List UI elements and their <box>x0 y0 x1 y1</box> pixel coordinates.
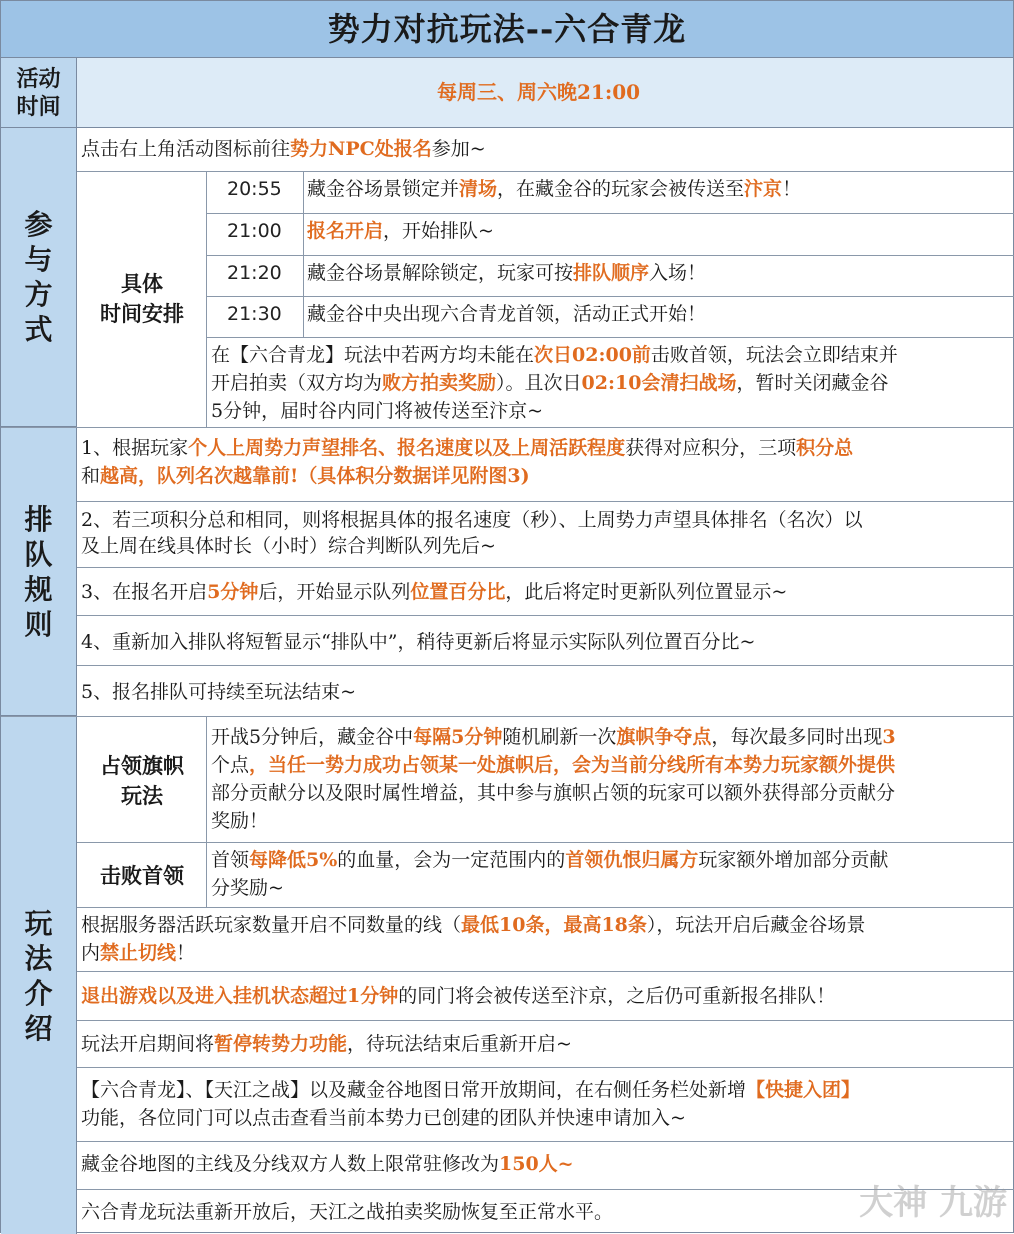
plain-text: 入场！ <box>649 262 707 284</box>
highlight-text: 5分钟 <box>207 581 259 603</box>
gameplay-row-line <box>81 911 865 939</box>
queue-rule-line <box>81 532 496 560</box>
schedule-event <box>307 217 494 245</box>
highlight-text: 势力NPC处报名 <box>290 138 432 160</box>
gameplay-row-line <box>81 1076 860 1104</box>
plain-text: ）。且次日 <box>496 372 582 394</box>
plain-text: 和 <box>81 465 101 487</box>
plain-text: 根据服务器活跃玩家数量开启不同数量的线（ <box>81 914 462 936</box>
plain-text: 藏金谷场景解除锁定，玩家可按 <box>307 262 574 284</box>
flag-label: 占领旗帜 玩法 <box>100 753 184 808</box>
plain-text: 击败首领，玩法会立即结束并 <box>650 344 898 366</box>
flag-line <box>211 751 895 779</box>
gameplay-row-line <box>81 1030 572 1058</box>
highlight-text: 次日02:00前 <box>534 344 651 366</box>
plain-text: 【六合青龙】、【天江之战】以及藏金谷地图日常开放期间，在右侧任务栏处新增 <box>81 1079 747 1101</box>
plain-text: 随机刷新一次 <box>502 726 617 748</box>
highlight-text: 每隔5分钟 <box>413 726 503 748</box>
plain-text: 3、在报名开启 <box>81 581 208 603</box>
activity-time-cell <box>77 58 1013 128</box>
plain-text: 部分贡献分以及限时属性增益，其中参与旗帜占领的玩家可以额外获得部分贡献分 <box>211 782 896 804</box>
plain-text: 参加~ <box>431 138 486 160</box>
highlight-text: ，当任一势力成功占领某一处旗帜后，会为当前分线所有本势力玩家额外提供 <box>249 754 896 776</box>
queue-rule-line <box>81 578 787 606</box>
plain-text: 的同门将会被传送至汴京，之后仍可重新报名排队！ <box>398 985 836 1007</box>
note-line <box>211 341 898 369</box>
plain-text: 及上周在线具体时长（小时）综合判断队列先后~ <box>81 535 496 557</box>
plain-text: 奖励！ <box>211 810 269 832</box>
plain-text: 获得对应积分，三项 <box>625 437 797 459</box>
highlight-text: 3 <box>882 726 896 748</box>
label-participation <box>1 128 77 427</box>
plain-text: 内 <box>81 942 101 964</box>
highlight-text: 暂停转势力功能 <box>214 1033 348 1055</box>
gameplay-row-line <box>81 1104 686 1132</box>
queue-rule-line <box>81 628 755 656</box>
plain-text: ，此后将定时更新队列位置显示~ <box>505 581 788 603</box>
label-activity-time: 活动 时间 <box>1 58 77 128</box>
plain-text: 分奖励~ <box>211 877 284 899</box>
highlight-text: 禁止切线 <box>100 942 177 964</box>
queue-label-text: 排 队 规 则 <box>24 502 53 641</box>
highlight-text: 旗帜争夺点 <box>616 726 712 748</box>
plain-text: 首领 <box>211 849 250 871</box>
label-queue-rules <box>1 428 77 716</box>
schedule-event <box>307 300 706 328</box>
gameplay-row-line <box>81 1198 613 1226</box>
schedule-event <box>307 259 706 287</box>
plain-text: 1、根据玩家 <box>81 437 189 459</box>
gameplay-row-line <box>81 939 195 967</box>
boss-label: 击败首领 <box>100 863 184 888</box>
queue-rule-line <box>81 434 853 462</box>
schedule-time: 21:20 <box>227 262 282 284</box>
plain-text: 个点 <box>211 754 250 776</box>
plain-text: ！ <box>176 942 196 964</box>
schedule-time: 20:55 <box>227 178 282 200</box>
highlight-text: 汴京 <box>744 178 783 200</box>
schedule-time: 21:00 <box>227 220 282 242</box>
plain-text: 5分钟，届时谷内同门将被传送至汴京~ <box>211 400 544 422</box>
plain-text: ，暂时关闭藏金谷 <box>736 372 889 394</box>
plain-text: ，开始排队~ <box>383 220 494 242</box>
plain-text: 点击右上角活动图标前往 <box>81 138 291 160</box>
plain-text: 4、重新加入排队将短暂显示“排队中”，稍待更新后将显示实际队列位置百分比~ <box>81 631 756 653</box>
schedule-label: 具体 时间安排 <box>100 271 184 326</box>
schedule-event <box>307 175 801 203</box>
plain-text: 六合青龙玩法重新开放后，天江之战拍卖奖励恢复至正常水平。 <box>81 1201 614 1223</box>
note-line <box>211 369 888 397</box>
highlight-text: 最低10条，最高18条 <box>461 914 647 936</box>
flag-line <box>211 807 268 835</box>
plain-text: 玩家额外增加部分贡献 <box>698 849 889 871</box>
queue-rule-line <box>81 462 530 490</box>
plain-text: 藏金谷中央出现六合青龙首领，活动正式开始！ <box>307 303 707 325</box>
highlight-text: 150人~ <box>499 1153 574 1175</box>
activity-time-value: 每周三、周六晚21:00 <box>437 80 641 104</box>
flag-line <box>211 723 896 751</box>
highlight-text: 位置百分比 <box>410 581 506 603</box>
plain-text: 开启拍卖（双方均为 <box>211 372 383 394</box>
plain-text: 功能，各位同门可以点击查看当前本势力已创建的团队并快速申请加入~ <box>81 1107 686 1129</box>
participation-intro <box>81 135 486 163</box>
plain-text: 2、若三项积分总和相同，则将根据具体的报名速度（秒）、上周势力声望具体排名（名次）以 <box>81 509 863 531</box>
plain-text: 在【六合青龙】玩法中若两方均未能在 <box>211 344 535 366</box>
page-title: 势力对抗玩法--六合青龙 <box>1 1 1013 58</box>
highlight-text: 败方拍卖奖励 <box>382 372 497 394</box>
plain-text: 5、报名排队可持续至玩法结束~ <box>81 681 357 703</box>
plain-text: 藏金谷场景锁定并 <box>307 178 460 200</box>
highlight-text: 【快捷入团】 <box>746 1079 861 1101</box>
highlight-text: 02:10会清扫战场 <box>581 372 737 394</box>
plain-text: 玩法开启期间将 <box>81 1033 215 1055</box>
highlight-text: 报名开启 <box>307 220 384 242</box>
plain-text: ，每次最多同时出现 <box>711 726 883 748</box>
plain-text: ，在藏金谷的玩家会被传送至 <box>497 178 745 200</box>
flag-line <box>211 779 895 807</box>
label-gameplay <box>1 717 77 1234</box>
highlight-text: 积分总 <box>796 437 854 459</box>
highlight-text: 退出游戏以及进入挂机状态超过1分钟 <box>81 985 399 1007</box>
queue-rule-line <box>81 678 356 706</box>
gameplay-row-line <box>81 982 835 1010</box>
boss-line <box>211 846 888 874</box>
schedule-time: 21:30 <box>227 303 282 325</box>
plain-text: ），玩法开启后藏金谷场景 <box>646 914 866 936</box>
gameplay-label-text: 玩 法 介 绍 <box>24 906 53 1045</box>
plain-text: 后，开始显示队列 <box>258 581 411 603</box>
highlight-text: 个人上周势力声望排名、报名速度以及上周活跃程度 <box>188 437 626 459</box>
plain-text: ！ <box>782 178 802 200</box>
note-line <box>211 397 543 425</box>
highlight-text: 清场 <box>459 178 498 200</box>
participation-label-text: 参 与 方 式 <box>24 208 53 346</box>
highlight-text: 每降低5% <box>249 849 338 871</box>
queue-rule-line <box>81 506 863 534</box>
highlight-text: 首领仇恨归属方 <box>565 849 699 871</box>
plain-text: ，待玩法结束后重新开启~ <box>347 1033 572 1055</box>
plain-text: 开战5分钟后，藏金谷中 <box>211 726 414 748</box>
plain-text: 的血量，会为一定范围内的 <box>337 849 566 871</box>
boss-line <box>211 874 284 902</box>
gameplay-row-line <box>81 1150 574 1178</box>
watermark: 大神 九游 <box>859 1183 1007 1223</box>
highlight-text: 排队顺序 <box>573 262 650 284</box>
plain-text: 藏金谷地图的主线及分线双方人数上限常驻修改为 <box>81 1153 500 1175</box>
highlight-text: 越高，队列名次越靠前!（具体积分数据详见附图3) <box>100 465 530 487</box>
